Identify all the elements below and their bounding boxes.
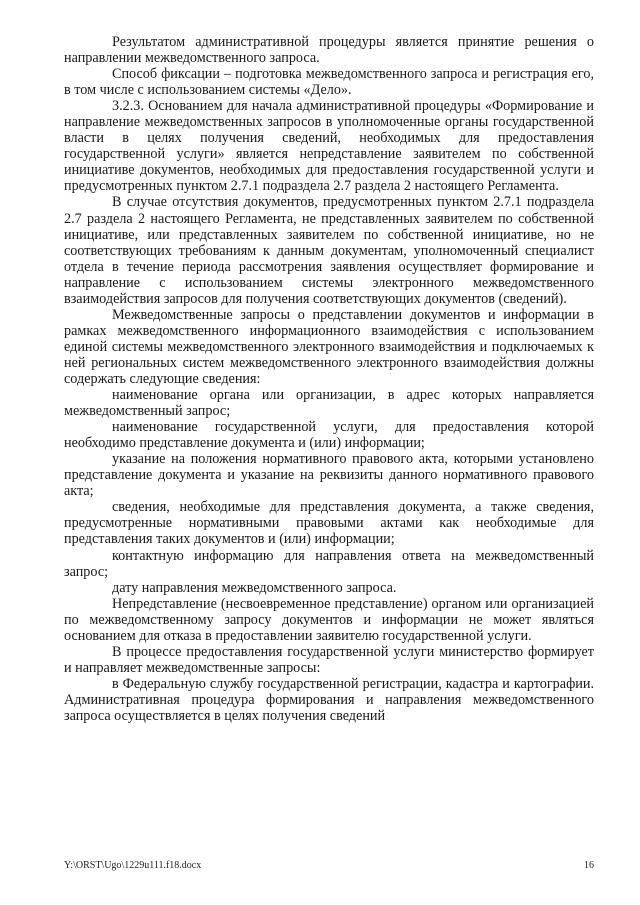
list-item-required-info: сведения, необходимые для представления документа, а также сведения, предусмотренные нормативными правовыми актами как необходимые для представления таких документов и (или) информации; <box>64 499 594 548</box>
page-footer <box>64 860 594 871</box>
list-item-service-name: наименование государственной услуги, для предоставления которой необходимо представление документа и (или) информации; <box>64 419 594 452</box>
footer-page-number: 16 <box>584 860 594 871</box>
paragraph-3-2-3: 3.2.3. Основанием для начала административной процедуры «Формирование и направление межведомственных запросов в уполномоченные органы государственной власти в целях получения сведений, необходимых для предоставления государственной услуги» является непредставление заявителем по собственной инициативе документов, необходимых для предоставления государственной услуги и предусмотренных пунктом 2.7.1 подраздела 2.7 раздела 2 настоящего Регламента. <box>64 98 594 195</box>
footer-file-path: Y:\ORST\Ugo\1229u111.f18.docx <box>64 860 202 871</box>
list-item-contact-info: контактную информацию для направления ответа на межведомственный запрос; <box>64 547 594 580</box>
paragraph-ministry-requests: В процессе предоставления государственной услуги министерство формирует и направляет межведомственные запросы: <box>64 643 594 676</box>
paragraph-result: Результатом административной процедуры является принятие решения о направлении межведомственного запроса. <box>64 34 594 67</box>
paragraph-absence-of-documents: В случае отсутствия документов, предусмотренных пунктом 2.7.1 подраздела 2.7 раздела 2 настоящего Регламента, не представленных заявителем по собственной инициативе, или представленных заявителем по собственной инициативе, но не соответствующих требованиям к данным документам, уполномоченный специалист отдела в течение периода рассмотрения заявления осуществляет формирование и направление с использованием системы электронного межведомственного взаимодействия запросов для получения соответствующих документов (сведений). <box>64 194 594 307</box>
paragraph-fixation-method: Способ фиксации – подготовка межведомственного запроса и регистрация его, в том числе с использованием системы «Дело». <box>64 66 594 99</box>
list-item-request-date: дату направления межведомственного запроса. <box>112 579 397 596</box>
document-body <box>64 34 594 724</box>
list-item-agency-name: наименование органа или организации, в адрес которых направляется межведомственный запрос; <box>64 387 594 420</box>
list-item-legal-act: указание на положения нормативного правового акта, которыми установлено представление документа и указание на реквизиты данного нормативного правового акта; <box>64 451 594 500</box>
paragraph-interagency-requests: Межведомственные запросы о представлении документов и информации в рамках межведомственного информационного взаимодействия с использованием единой системы межведомственного электронного взаимодействия и подключаемых к ней региональных систем межведомственного электронного взаимодействия должны содержать следующие сведения: <box>64 306 594 387</box>
paragraph-non-submission: Непредставление (несвоевременное представление) органом или организацией по межведомственному запросу документов и информации не может являться основанием для отказа в предоставлении заявителю государственной услуги. <box>64 595 594 644</box>
paragraph-federal-service: в Федеральную службу государственной регистрации, кадастра и картографии. Административная процедура формирования и направления межведомственного запроса осуществляется в целях получения сведений <box>64 675 594 724</box>
